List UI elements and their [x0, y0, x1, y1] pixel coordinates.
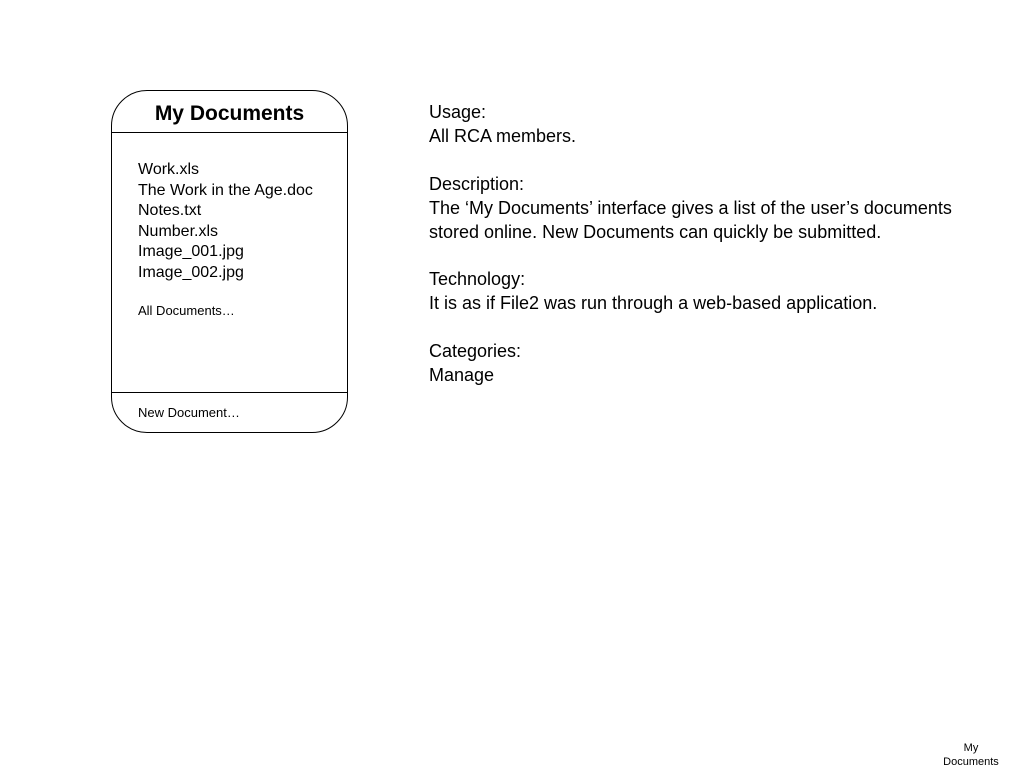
page-footer-label [936, 741, 1006, 768]
description-heading: Description: [429, 173, 525, 194]
categories-heading: Categories: [429, 340, 522, 361]
technology-section [429, 267, 989, 315]
info-panel [429, 100, 989, 410]
usage-heading: Usage: [429, 102, 487, 122]
file-item[interactable]: Notes.txt [138, 202, 202, 220]
new-document-link[interactable]: New Document… [138, 405, 240, 420]
footer-label-line1: My [963, 742, 979, 754]
file-list [138, 160, 313, 284]
file-item[interactable]: Number.xls [138, 222, 219, 240]
usage-section [429, 100, 989, 148]
file-item[interactable]: Image_002.jpg [138, 263, 244, 281]
usage-text: All RCA members. [429, 126, 577, 146]
widget-footer [112, 392, 347, 432]
widget-title: My Documents [112, 91, 347, 133]
description-section [429, 172, 989, 244]
file-item[interactable]: The Work in the Age.doc [138, 181, 313, 199]
file-item[interactable]: Work.xls [138, 161, 200, 178]
categories-text: Manage [429, 364, 495, 385]
my-documents-widget [111, 90, 348, 433]
technology-text: It is as if File2 was run through a web-based application. [429, 293, 878, 313]
technology-heading: Technology: [429, 269, 526, 289]
categories-section [429, 339, 989, 387]
all-documents-link[interactable]: All Documents… [138, 303, 235, 318]
footer-label-line2: Documents [943, 756, 999, 768]
description-text: The ‘My Documents’ interface gives a list of the user’s documents stored online. New Documents can quickly be submitted. [429, 197, 957, 242]
file-item[interactable]: Image_001.jpg [138, 243, 244, 261]
